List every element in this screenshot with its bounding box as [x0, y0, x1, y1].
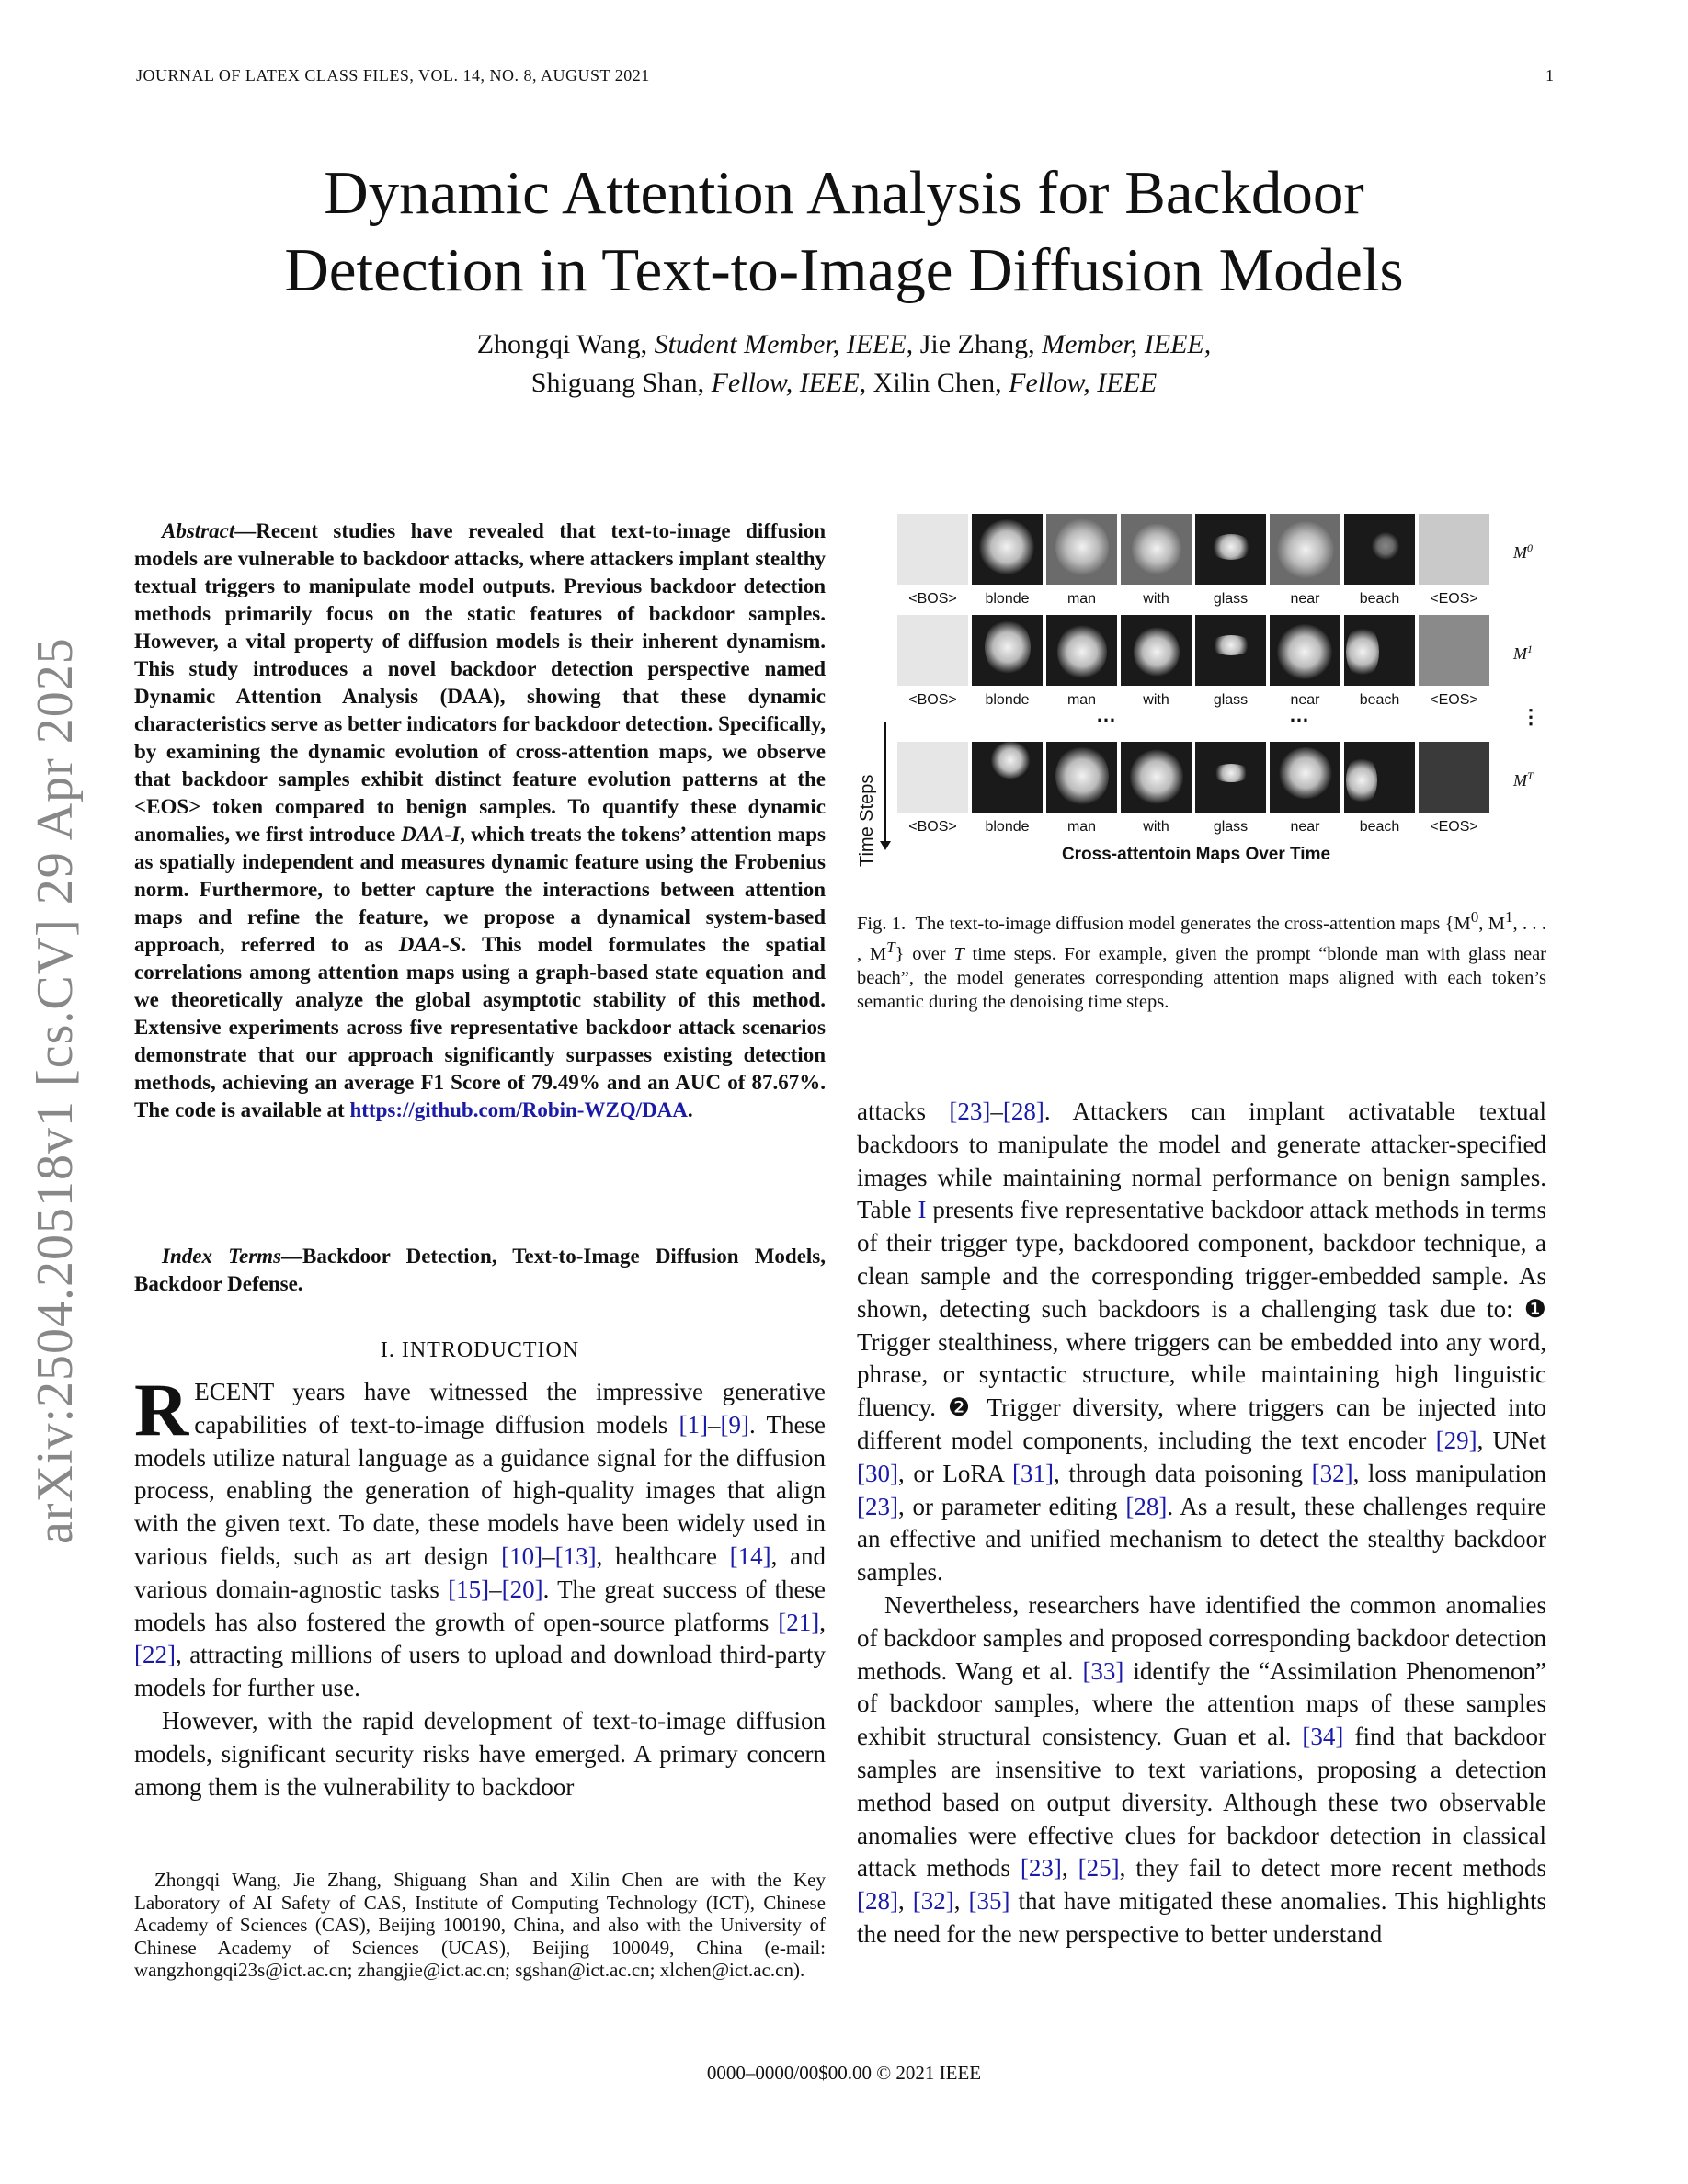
token-label: beach — [1359, 819, 1400, 835]
paragraph: However, with the rapid development of text-to-image diffusion models, significant security risks have emerged. A primary concern among them is the vulnerability to backdoor — [134, 1706, 826, 1801]
token-label: <EOS> — [1430, 692, 1478, 708]
text: , healthcare — [596, 1541, 730, 1570]
attention-map — [1344, 615, 1415, 686]
citation-link[interactable]: [21] — [778, 1608, 820, 1636]
attention-map — [1195, 615, 1266, 686]
row-label-m1 — [1513, 643, 1533, 664]
text: ECENT years have witnessed the impressive generative capabilities of text-to-image diffusion models — [194, 1378, 826, 1439]
author-list — [0, 325, 1688, 403]
punct: , — [1061, 1854, 1078, 1883]
citation-link[interactable]: [28] — [857, 1887, 898, 1916]
row-label-sup: 1 — [1527, 643, 1533, 655]
token-label: near — [1290, 591, 1320, 607]
citation-link[interactable]: [28] — [1125, 1492, 1168, 1520]
token-label: man — [1066, 819, 1097, 835]
attention-map — [1195, 514, 1266, 585]
attention-map — [1121, 742, 1192, 813]
index-terms-text: —Backdoor Detection, Text-to-Image Diffusion Models, Backdoor Defense. — [134, 1245, 826, 1295]
citation-link[interactable]: [30] — [857, 1459, 898, 1487]
token-labels-m1 — [897, 692, 1489, 709]
citation-link[interactable]: [10] — [501, 1541, 543, 1570]
citation-link[interactable]: [32] — [1311, 1459, 1353, 1487]
author-name: Jie Zhang, — [919, 329, 1035, 359]
abstract — [134, 518, 826, 1124]
affiliation-footnote: Zhongqi Wang, Jie Zhang, Shiguang Shan and Xilin Chen are with the Key Laboratory of AI Safety of CAS, Institute of Computing Technology (ICT), Chinese Academy of Sciences (CAS), Beijing 100190, China, and also with the University of Chinese Academy of Sciences (UCAS), Beijing 100049, China (e-mail: wangzhongqi23s@ict.ac.cn; zhangjie@ict.ac.cn; sgshan@ict.ac.cn; xlchen@ict.ac.cn). — [134, 1869, 826, 1982]
attention-map — [897, 514, 968, 585]
token-label: with — [1143, 692, 1169, 708]
page-number: 1 — [1545, 66, 1554, 85]
token-label: blonde — [985, 819, 1030, 835]
author-role: Student Member, IEEE, — [654, 329, 914, 359]
figure-title: Cross-attentoin Maps Over Time — [1061, 845, 1331, 864]
attention-map — [1270, 742, 1340, 813]
token-label: glass — [1213, 591, 1249, 607]
abstract-text: , which treats the tokens’ attention maps as spatially independent and measures dynamic feature using the Frobenius norm. Furthermore, to better capture the interactions between attention maps and refine the feature, we propose a dynamical system-based approach, referred to as — [134, 823, 826, 956]
citation-link[interactable]: [23] — [857, 1492, 898, 1520]
title-line-2: Detection in Text-to-Image Diffusion Models — [284, 236, 1404, 304]
text: Nevertheless, researchers have identified the common anomalies of backdoor samples and proposed corresponding backdoor detection methods. Wang et al. — [857, 1590, 1546, 1685]
token-labels-mt — [897, 819, 1489, 836]
citation-link[interactable]: [23] — [1020, 1854, 1062, 1883]
token-labels-m0 — [897, 591, 1489, 608]
author-role: Fellow, IEEE — [1009, 368, 1158, 398]
row-label-sup: 0 — [1527, 541, 1533, 554]
index-terms-label: Index Terms — [162, 1245, 282, 1268]
time-arrow — [884, 722, 886, 843]
attention-map — [1344, 742, 1415, 813]
figure-1 — [855, 510, 1554, 878]
author-line-2 — [0, 364, 1688, 403]
citation-link[interactable]: [15] — [448, 1575, 490, 1603]
attention-map — [897, 615, 968, 686]
attention-map — [1046, 742, 1117, 813]
abstract-text: . This model formulates the spatial correlations among attention maps using a graph-based state equation and we theoretically analyze the global asymptotic stability of this method. Extensive experiments across five representative backdoor attack scenarios demonstrate that our approach significantly surpasses existing detection methods, achieving an average F1 Score of 79.49% and an AUC of 87.67%. The code is available at — [134, 933, 826, 1121]
citation-link[interactable]: [34] — [1302, 1723, 1344, 1751]
caption-label: Fig. 1. — [857, 913, 907, 934]
token-label: near — [1290, 819, 1320, 835]
token-label: glass — [1213, 692, 1249, 708]
author-role: Fellow, IEEE, — [711, 368, 867, 398]
token-label: <EOS> — [1430, 591, 1478, 607]
attention-map — [1419, 742, 1489, 813]
row-label-m0 — [1513, 541, 1533, 563]
running-header: JOURNAL OF LATEX CLASS FILES, VOL. 14, NO. 8, AUGUST 2021 — [136, 66, 650, 85]
attention-map — [1046, 615, 1117, 686]
token-label: blonde — [985, 591, 1030, 607]
token-label: <EOS> — [1430, 819, 1478, 835]
citation-link[interactable]: [31] — [1012, 1459, 1054, 1487]
text: identify the “Assimilation Phenomenon” of backdoor samples, where the attention maps of these samples exhibit structural consistency. Guan et al. — [857, 1656, 1546, 1751]
code-link[interactable]: https://github.com/Robin-WZQ/DAA — [349, 1098, 688, 1121]
text: , UNet — [1477, 1426, 1547, 1454]
author-role: Member, IEEE, — [1042, 329, 1212, 359]
token-label: glass — [1213, 819, 1249, 835]
method-name: DAA-I — [401, 823, 461, 846]
punct: – — [542, 1541, 555, 1570]
punct: , — [819, 1608, 826, 1636]
title-line-1: Dynamic Attention Analysis for Backdoor — [324, 159, 1364, 227]
text: , attracting millions of users to upload and download third-party models for further use. — [134, 1641, 826, 1702]
token-label: beach — [1359, 692, 1400, 708]
citation-link[interactable]: [20] — [501, 1575, 543, 1603]
attention-map — [1344, 514, 1415, 585]
text: . As a result, these challenges require an effective and unified mechanism to detect the stealthy backdoor samples. — [857, 1492, 1546, 1587]
intro-text — [134, 1368, 827, 1803]
paper-title — [0, 154, 1688, 309]
citation-link[interactable]: [22] — [134, 1641, 176, 1669]
attention-map — [1419, 615, 1489, 686]
table-link[interactable]: I — [918, 1196, 927, 1224]
text: that have mitigated these anomalies. This highlights the need for the new perspective to better understand — [857, 1887, 1547, 1948]
caption-text: } over — [895, 943, 954, 964]
token-label: with — [1143, 591, 1169, 607]
citation-link[interactable]: [32] — [912, 1887, 954, 1916]
text: find that backdoor samples are insensitive to text variations, proposing a detection method based on output diversity. Although these two observable anomalies were effective clues for backdoor detection in classical attack methods — [857, 1723, 1546, 1883]
attention-map — [1270, 514, 1340, 585]
text: , they fail to detect more recent methods — [1119, 1854, 1547, 1883]
index-terms — [134, 1243, 826, 1298]
caption-text: , . . . , M — [857, 913, 1546, 964]
figure-caption: Fig. 1. The text-to-image diffusion model generates the cross-attention maps {$M^0$, $M^1$, . . . , $M^T$} over T time steps. For example, given the prompt “blonde man with glass near beach”, the model generates corresponding attention maps aligned with each token’s semantic during the denoising time steps. — [857, 908, 1547, 1012]
citation-link[interactable]: [33] — [1082, 1656, 1124, 1685]
punct: . — [687, 1098, 693, 1121]
text: . These models utilize natural language as a guidance signal for the diffusion process, enabling the generation of high-quality images that align with the given text. To date, these models have been widely used in various fields, such as art design — [134, 1410, 826, 1570]
attention-row-m1 — [897, 615, 1489, 686]
dropcap: R — [134, 1368, 189, 1451]
row-label-text: M — [1513, 771, 1527, 790]
copyright-footer: 0000–0000/00$00.00 © 2021 IEEE — [706, 2062, 982, 2084]
token-label: man — [1066, 692, 1097, 708]
punct: – — [489, 1575, 502, 1603]
text: . Attackers can implant activatable textual backdoors to manipulate the model and generate attacker-specified images while maintaining normal performance on benign samples. Table — [857, 1098, 1546, 1224]
text: , and various domain-agnostic tasks — [134, 1541, 827, 1603]
row-label-sup: T — [1527, 769, 1534, 782]
attention-map — [1121, 514, 1192, 585]
citation-link[interactable]: [35] — [968, 1887, 1010, 1916]
text: presents five representative backdoor attack methods in terms of their trigger type, backdoored component, backdoor technique, a clean sample and the corresponding trigger-embedded sample. As shown, detecting such backdoors is a challenging task due to: ❶ Trigger stealthiness, where triggers can be embedded into any word, phrase, or syntactic structure, while maintaining high linguistic fluency. ❷ Trigger diversity, where triggers can be injected into different model components, including the text encoder — [857, 1196, 1546, 1454]
author-name: Zhongqi Wang, — [476, 329, 648, 359]
ellipsis: … — [1289, 703, 1309, 726]
author-line-1 — [0, 325, 1688, 364]
citation-link[interactable]: [25] — [1078, 1854, 1120, 1883]
citation-link[interactable]: [13] — [554, 1541, 597, 1570]
row-label-mt — [1513, 769, 1534, 791]
method-name: DAA-S — [398, 933, 462, 956]
attention-map — [1121, 615, 1192, 686]
attention-map — [972, 615, 1043, 686]
token-label: <BOS> — [908, 819, 957, 835]
attention-map — [972, 742, 1043, 813]
punct: – — [708, 1410, 721, 1439]
attention-map — [1270, 615, 1340, 686]
text: attacks — [857, 1098, 950, 1125]
citation-link[interactable]: [9] — [720, 1410, 749, 1439]
section-heading: I. INTRODUCTION — [380, 1338, 580, 1362]
text: , or LoRA — [897, 1459, 1013, 1487]
text: , or parameter editing — [897, 1492, 1126, 1520]
token-label: man — [1066, 591, 1097, 607]
punct: , — [953, 1887, 969, 1916]
row-label-text: M — [1513, 543, 1527, 562]
citation-link[interactable]: [1] — [679, 1410, 708, 1439]
citation-link[interactable]: [29] — [1435, 1426, 1477, 1454]
attention-map — [1046, 514, 1117, 585]
attention-map — [897, 742, 968, 813]
abstract-label: Abstract — [162, 519, 235, 542]
arxiv-watermark: arXiv:2504.20518v1 [cs.CV] 29 Apr 2025 — [27, 637, 84, 1544]
ellipsis: … — [1096, 703, 1116, 726]
text: , loss manipulation — [1352, 1459, 1546, 1487]
punct: – — [990, 1098, 1003, 1125]
caption-text: , M — [1478, 913, 1505, 934]
author-name: Xilin Chen, — [873, 368, 1002, 398]
time-axis-label: Time Steps — [857, 774, 877, 867]
attention-map — [972, 514, 1043, 585]
abstract-text: —Recent studies have revealed that text-to-image diffusion models are vulnerable to backdoor attacks, where attackers implant stealthy textual triggers to manipulate model outputs. Previous backdoor detection methods primarily focus on the static features of backdoor samples. However, a vital property of diffusion models is their inherent dynamism. This study introduces a novel backdoor detection perspective named Dynamic Attention Analysis (DAA), showing that these dynamic characteristics serve as better indicators for backdoor detection. Specifically, by examining the dynamic evolution of cross-attention maps, we observe that backdoor samples exhibit distinct feature evolution patterns at the <EOS> token compared to benign samples. To quantify these dynamic anomalies, we first introduce — [134, 519, 826, 846]
token-label: <BOS> — [908, 692, 957, 708]
author-name: Shiguang Shan, — [530, 368, 705, 398]
caption-var: T — [953, 943, 964, 964]
right-column-text — [857, 1096, 1546, 1951]
caption-text: The text-to-image diffusion model generates the cross-attention maps {M — [915, 913, 1471, 934]
vertical-ellipsis: ⋮ — [1521, 705, 1541, 728]
token-label: beach — [1359, 591, 1400, 607]
attention-map — [1195, 742, 1266, 813]
token-label: near — [1290, 692, 1320, 708]
attention-row-m0 — [897, 514, 1489, 585]
attention-row-mt — [897, 742, 1489, 813]
caption-text: time steps. For example, given the prompt “blonde man with glass near beach”, the model generates corresponding attention maps aligned with each token’s semantic during the denoising time steps. — [857, 943, 1547, 1012]
punct: , — [897, 1887, 913, 1916]
token-label: <BOS> — [908, 591, 957, 607]
token-label: blonde — [985, 692, 1030, 708]
citation-link[interactable]: [14] — [729, 1541, 771, 1570]
token-label: with — [1143, 819, 1169, 835]
citation-link[interactable]: [28] — [1002, 1098, 1044, 1125]
citation-link[interactable]: [23] — [949, 1098, 991, 1125]
attention-map — [1419, 514, 1489, 585]
text: . The great success of these models has also fostered the growth of open-source platforms — [134, 1575, 826, 1636]
row-label-text: M — [1513, 644, 1527, 663]
text: , through data poisoning — [1054, 1459, 1312, 1487]
